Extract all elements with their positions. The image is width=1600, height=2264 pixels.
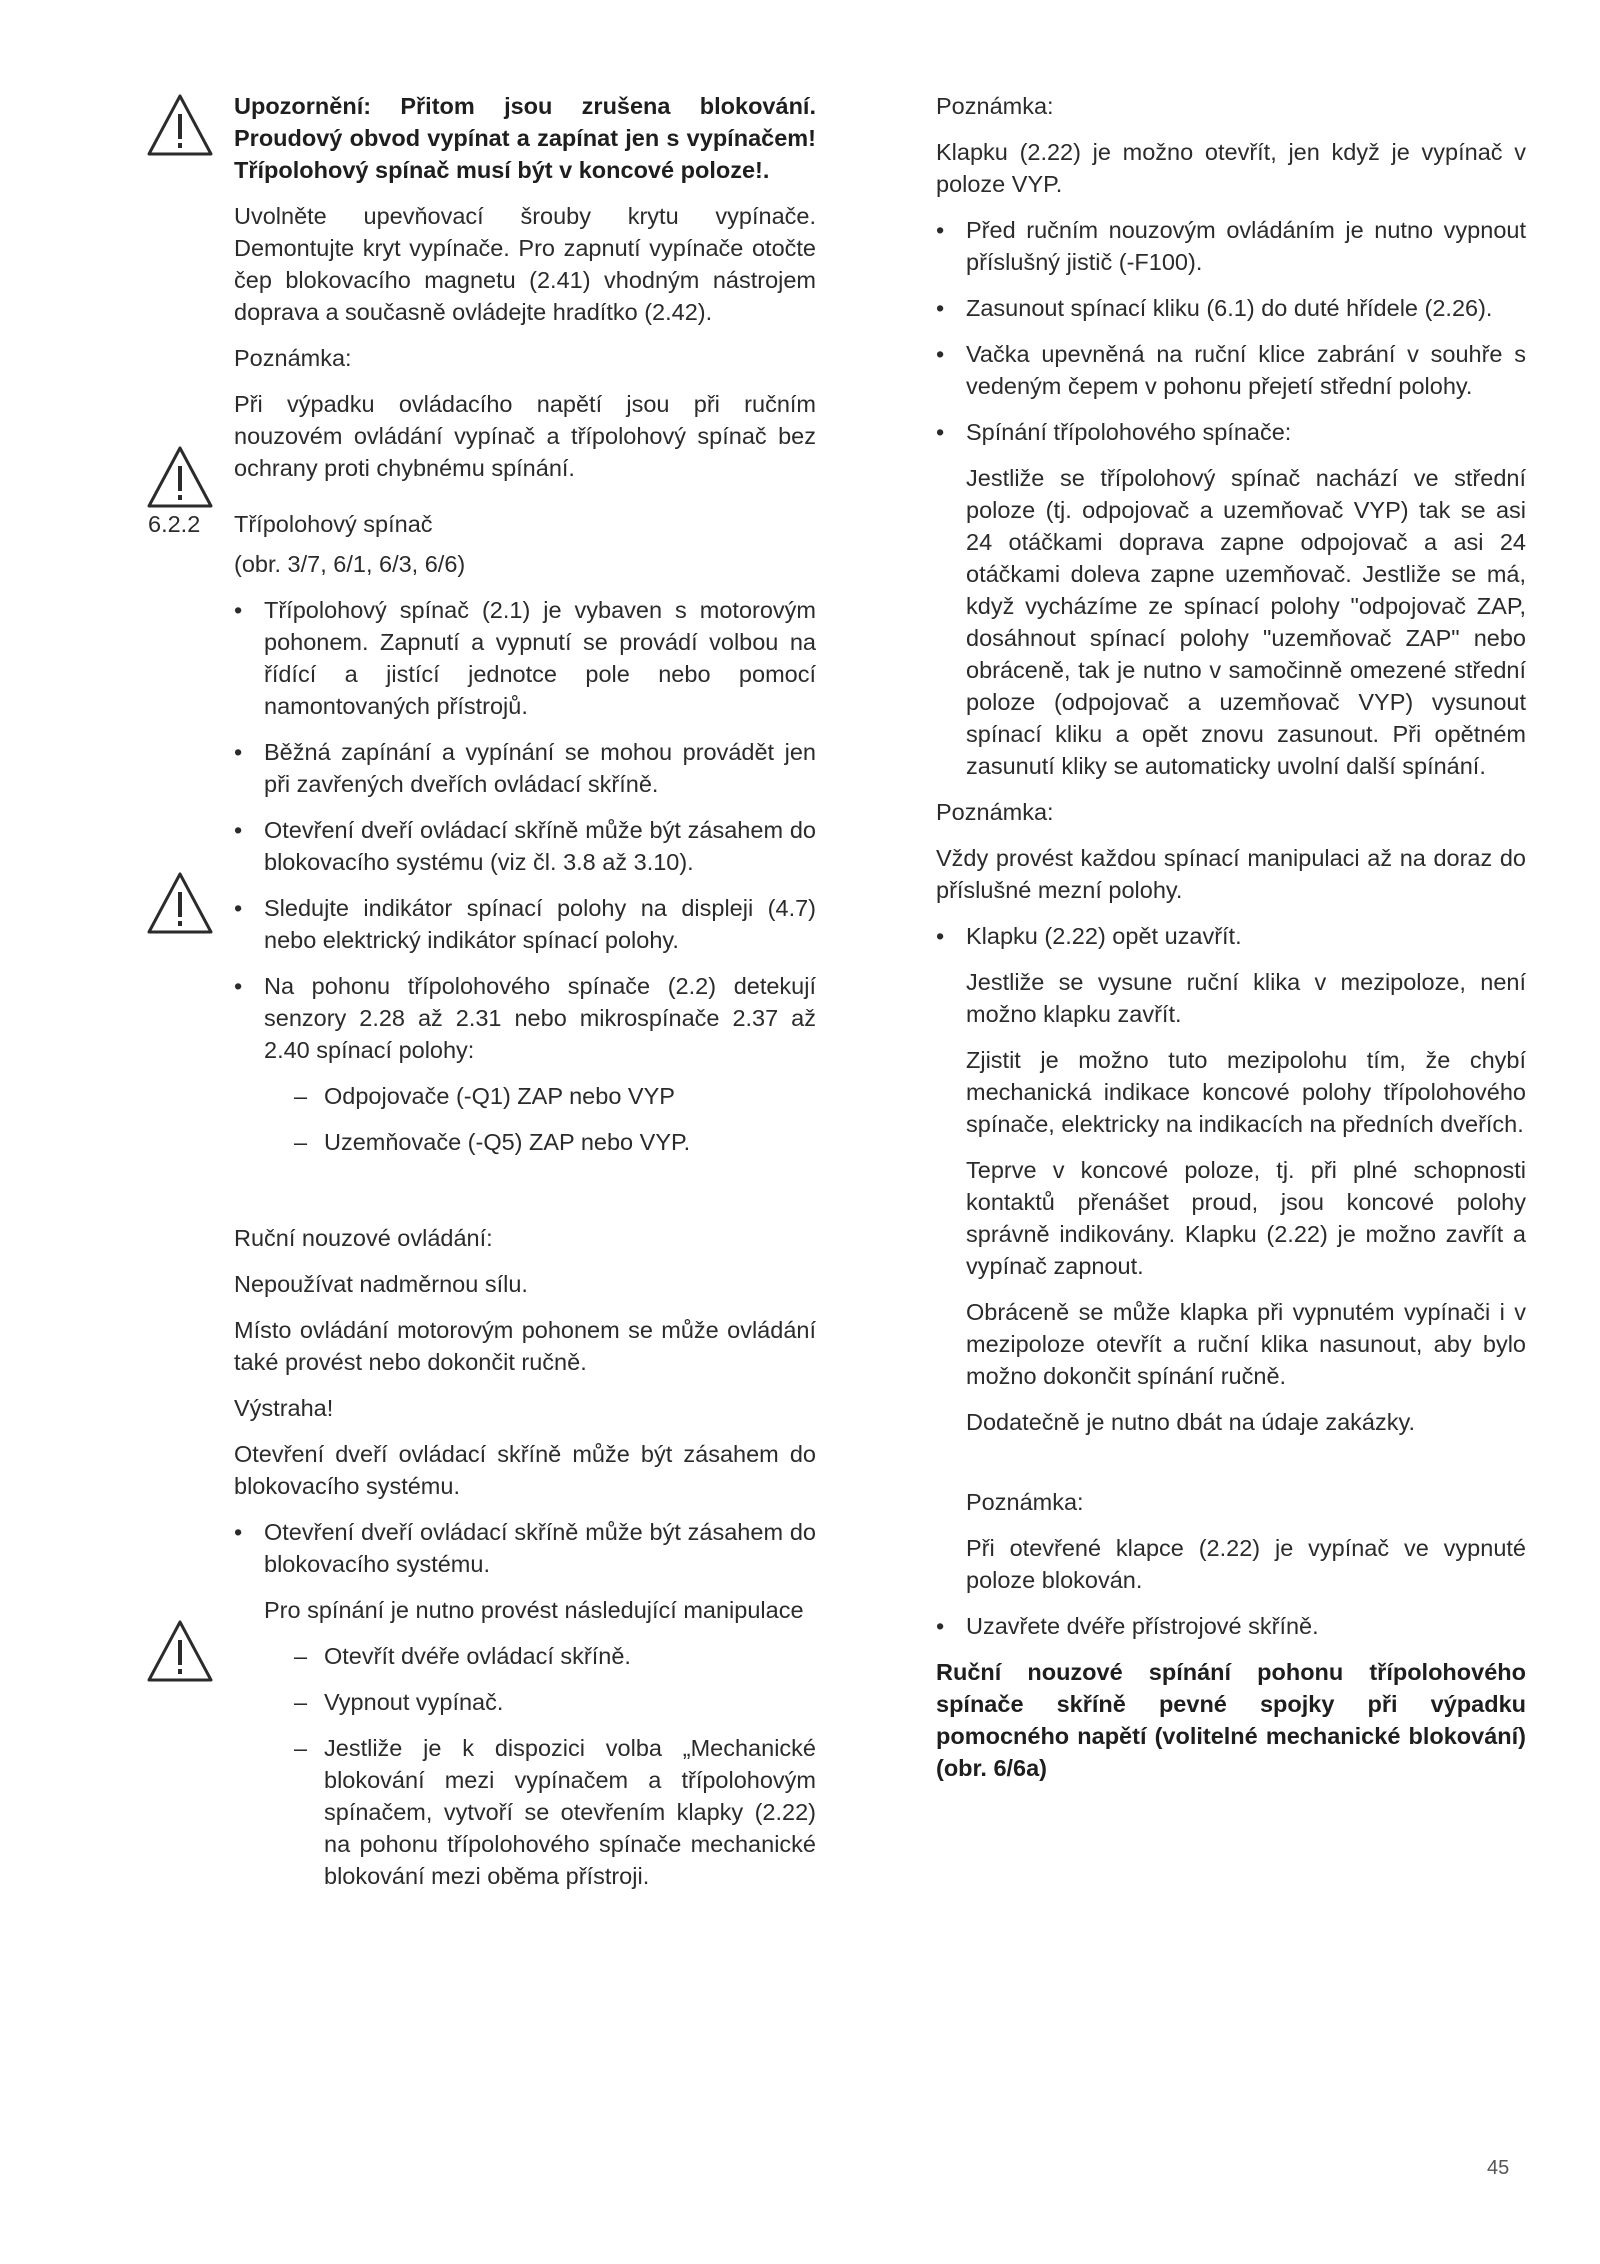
- manual-operation-text: Místo ovládání motorovým pohonem se může ovládání také provést nebo dokončit ručně.: [234, 1317, 816, 1375]
- list-item: • Spínání třípolohového spínače:: [936, 416, 1526, 448]
- list-item: • Klapku (2.22) opět uzavřít.: [936, 920, 1526, 952]
- close-flap-list: [936, 920, 1526, 952]
- list-item-text: • Otevření dveří ovládací skříně může být zásahem do blokovacího systému.: [264, 1519, 816, 1577]
- dash-item: – Otevřít dvéře ovládací skříně.: [294, 1640, 816, 1672]
- manual-operation-heading: Ruční nouzové ovládání:: [234, 1225, 493, 1251]
- section-title: Třípolohový spínač: [234, 511, 433, 537]
- note-text-open-flap: Při otevřené klapce (2.22) je vypínač ve vypnuté poloze blokován.: [966, 1535, 1526, 1593]
- left-column: [148, 90, 816, 1906]
- manipulation-dash-list: [264, 1640, 816, 1892]
- list-item: • Zasunout spínací kliku (6.1) do duté hřídele (2.26).: [936, 292, 1526, 324]
- close-flap-paragraph: Dodatečně je nutno dbát na údaje zakázky.: [966, 1409, 1415, 1435]
- close-flap-paragraph: Jestliže se vysune ruční klika v mezipoloze, není možno klapku zavřít.: [966, 969, 1526, 1027]
- warning-text-door: Otevření dveří ovládací skříně může být zásahem do blokovacího systému.: [234, 1441, 816, 1499]
- dash-item: – Jestliže je k dispozici volba „Mechanické blokování mezi vypínačem a třípolohovým spínačem, vytvoří se otevřením klapky (2.22) na pohonu třípolohového spínače mechanické blokování mezi oběma přístroji.: [294, 1732, 816, 1892]
- note-text-flap: Klapku (2.22) je možno otevřít, jen když je vypínač v poloze VYP.: [936, 139, 1526, 197]
- list-item: [234, 1516, 816, 1626]
- list-item-text: Na pohonu třípolohového spínače (2.2) detekují senzory 2.28 až 2.31 nebo mikrospínače 2.37 až 2.40 spínací polohy:: [264, 973, 816, 1063]
- three-position-switch-list: [234, 594, 816, 1066]
- note-text-control-voltage: Při výpadku ovládacího napětí jsou při ručním nouzovém ovládání vypínač a třípolohový spínač bez ochrany proti chybnému spínání.: [234, 391, 816, 481]
- close-flap-paragraph: Teprve v koncové poloze, tj. při plné schopnosti kontaktů přenášet proud, jsou koncové polohy správně indikovány. Klapku (2.22) je možno zavřít a vypínač zapnout.: [966, 1157, 1526, 1279]
- dash-item: – Uzemňovače (-Q5) ZAP nebo VYP.: [294, 1126, 816, 1158]
- list-item: • Běžná zapínání a vypínání se mohou provádět jen při zavřených dveřích ovládací skříně.: [234, 736, 816, 800]
- dash-item: – Vypnout vypínač.: [294, 1686, 816, 1718]
- switching-description: Jestliže se třípolohový spínač nachází ve střední poloze (tj. odpojovač a uzemňovač VYP) tak se asi 24 otáčkami doprava zapne odpojovač a asi 24 otáčkami doleva zapne uzemňovač. Jestliže se má, když vycházíme ze spínací polohy "odpojovač ZAP, dosáhnout spínací polohy "uzemňovač ZAP" nebo obráceně, tak je nutno v samočinně omezené střední poloze (odpojovač a uzemňovač VYP) vysunout spínací kliku a opět znovu zasunout. Při opětném zasunutí kliky se automaticky uvolní další spínání.: [966, 465, 1526, 779]
- no-force-text: Nepoužívat nadměrnou sílu.: [234, 1271, 528, 1297]
- section-number: 6.2.2: [148, 511, 201, 537]
- section-heading: [148, 508, 816, 540]
- list-item: • Třípolohový spínač (2.1) je vybaven s motorovým pohonem. Zapnutí a vypnutí se provádí volbou na řídící a jistící jednotce pole nebo pomocí namontovaných přístrojů.: [234, 594, 816, 722]
- warning-label: Výstraha!: [234, 1395, 334, 1421]
- dash-item: – Odpojovače (-Q1) ZAP nebo VYP: [294, 1080, 816, 1112]
- list-item: • Sledujte indikátor spínací polohy na displeji (4.7) nebo elektrický indikátor spínací polohy.: [234, 892, 816, 956]
- switch-position-dash-list: [294, 1080, 816, 1158]
- close-flap-paragraph: Zjistit je možno tuto mezipolohu tím, že chybí mechanická indikace koncové polohy třípolohového spínače, elektricky na indikacích na předních dveřích.: [966, 1047, 1526, 1137]
- note-label: Poznámka:: [966, 1489, 1084, 1515]
- warning-triangle-icon: [145, 1618, 215, 1684]
- final-heading: Ruční nouzové spínání pohonu třípolohového spínače skříně pevné spojky při výpadku pomocného napětí (volitelné mechanické blokování) (obr. 6/6a): [936, 1659, 1526, 1781]
- note-label: Poznámka:: [234, 345, 352, 371]
- list-item: [234, 970, 816, 1066]
- list-item: • Otevření dveří ovládací skříně může být zásahem do blokovacího systému (viz čl. 3.8 až 3.10).: [234, 814, 816, 878]
- warning-triangle-icon: [145, 444, 215, 510]
- note-label: Poznámka:: [936, 93, 1054, 119]
- page-number: 45: [1487, 2157, 1510, 2179]
- manual-operation-steps-list: [936, 214, 1526, 448]
- paragraph-release-screws: Uvolněte upevňovací šrouby krytu vypínače. Demontujte kryt vypínače. Pro zapnutí vypínače otočte čep blokovacího magnetu (2.41) vhodným nástrojem doprava a současně ovládejte hradítko (2.42).: [234, 203, 816, 325]
- warning-text-interlocks: Upozornění: Přitom jsou zrušena blokování. Proudový obvod vypínat a zapínat jen s vypínačem! Třípolohový spínač musí být v koncové poloze!.: [234, 93, 816, 183]
- list-item: • Uzavřete dvéře přístrojové skříně.: [936, 1610, 1526, 1642]
- warning-triangle-icon: [145, 92, 215, 158]
- note-label: Poznámka:: [936, 799, 1054, 825]
- section-figure-ref: (obr. 3/7, 6/1, 6/3, 6/6): [234, 551, 466, 577]
- list-item: • Před ručním nouzovým ovládáním je nutno vypnout příslušný jistič (-F100).: [936, 214, 1526, 278]
- list-item-subtext: Pro spínání je nutno provést následující manipulace: [264, 1597, 804, 1623]
- close-doors-list: [936, 1610, 1526, 1642]
- list-item: • Vačka upevněná na ruční klice zabrání v souhře s vedeným čepem v pohonu přejetí střední polohy.: [936, 338, 1526, 402]
- right-column: [936, 90, 1526, 1798]
- warning-triangle-icon: [145, 870, 215, 936]
- door-opening-list: [234, 1516, 816, 1626]
- close-flap-paragraph: Obráceně se může klapka při vypnutém vypínači i v mezipoloze otevřít a ruční klika nasunout, aby bylo možno dokončit spínání ručně.: [966, 1299, 1526, 1389]
- note-text-limit-position: Vždy provést každou spínací manipulaci až na doraz do příslušné mezní polohy.: [936, 845, 1526, 903]
